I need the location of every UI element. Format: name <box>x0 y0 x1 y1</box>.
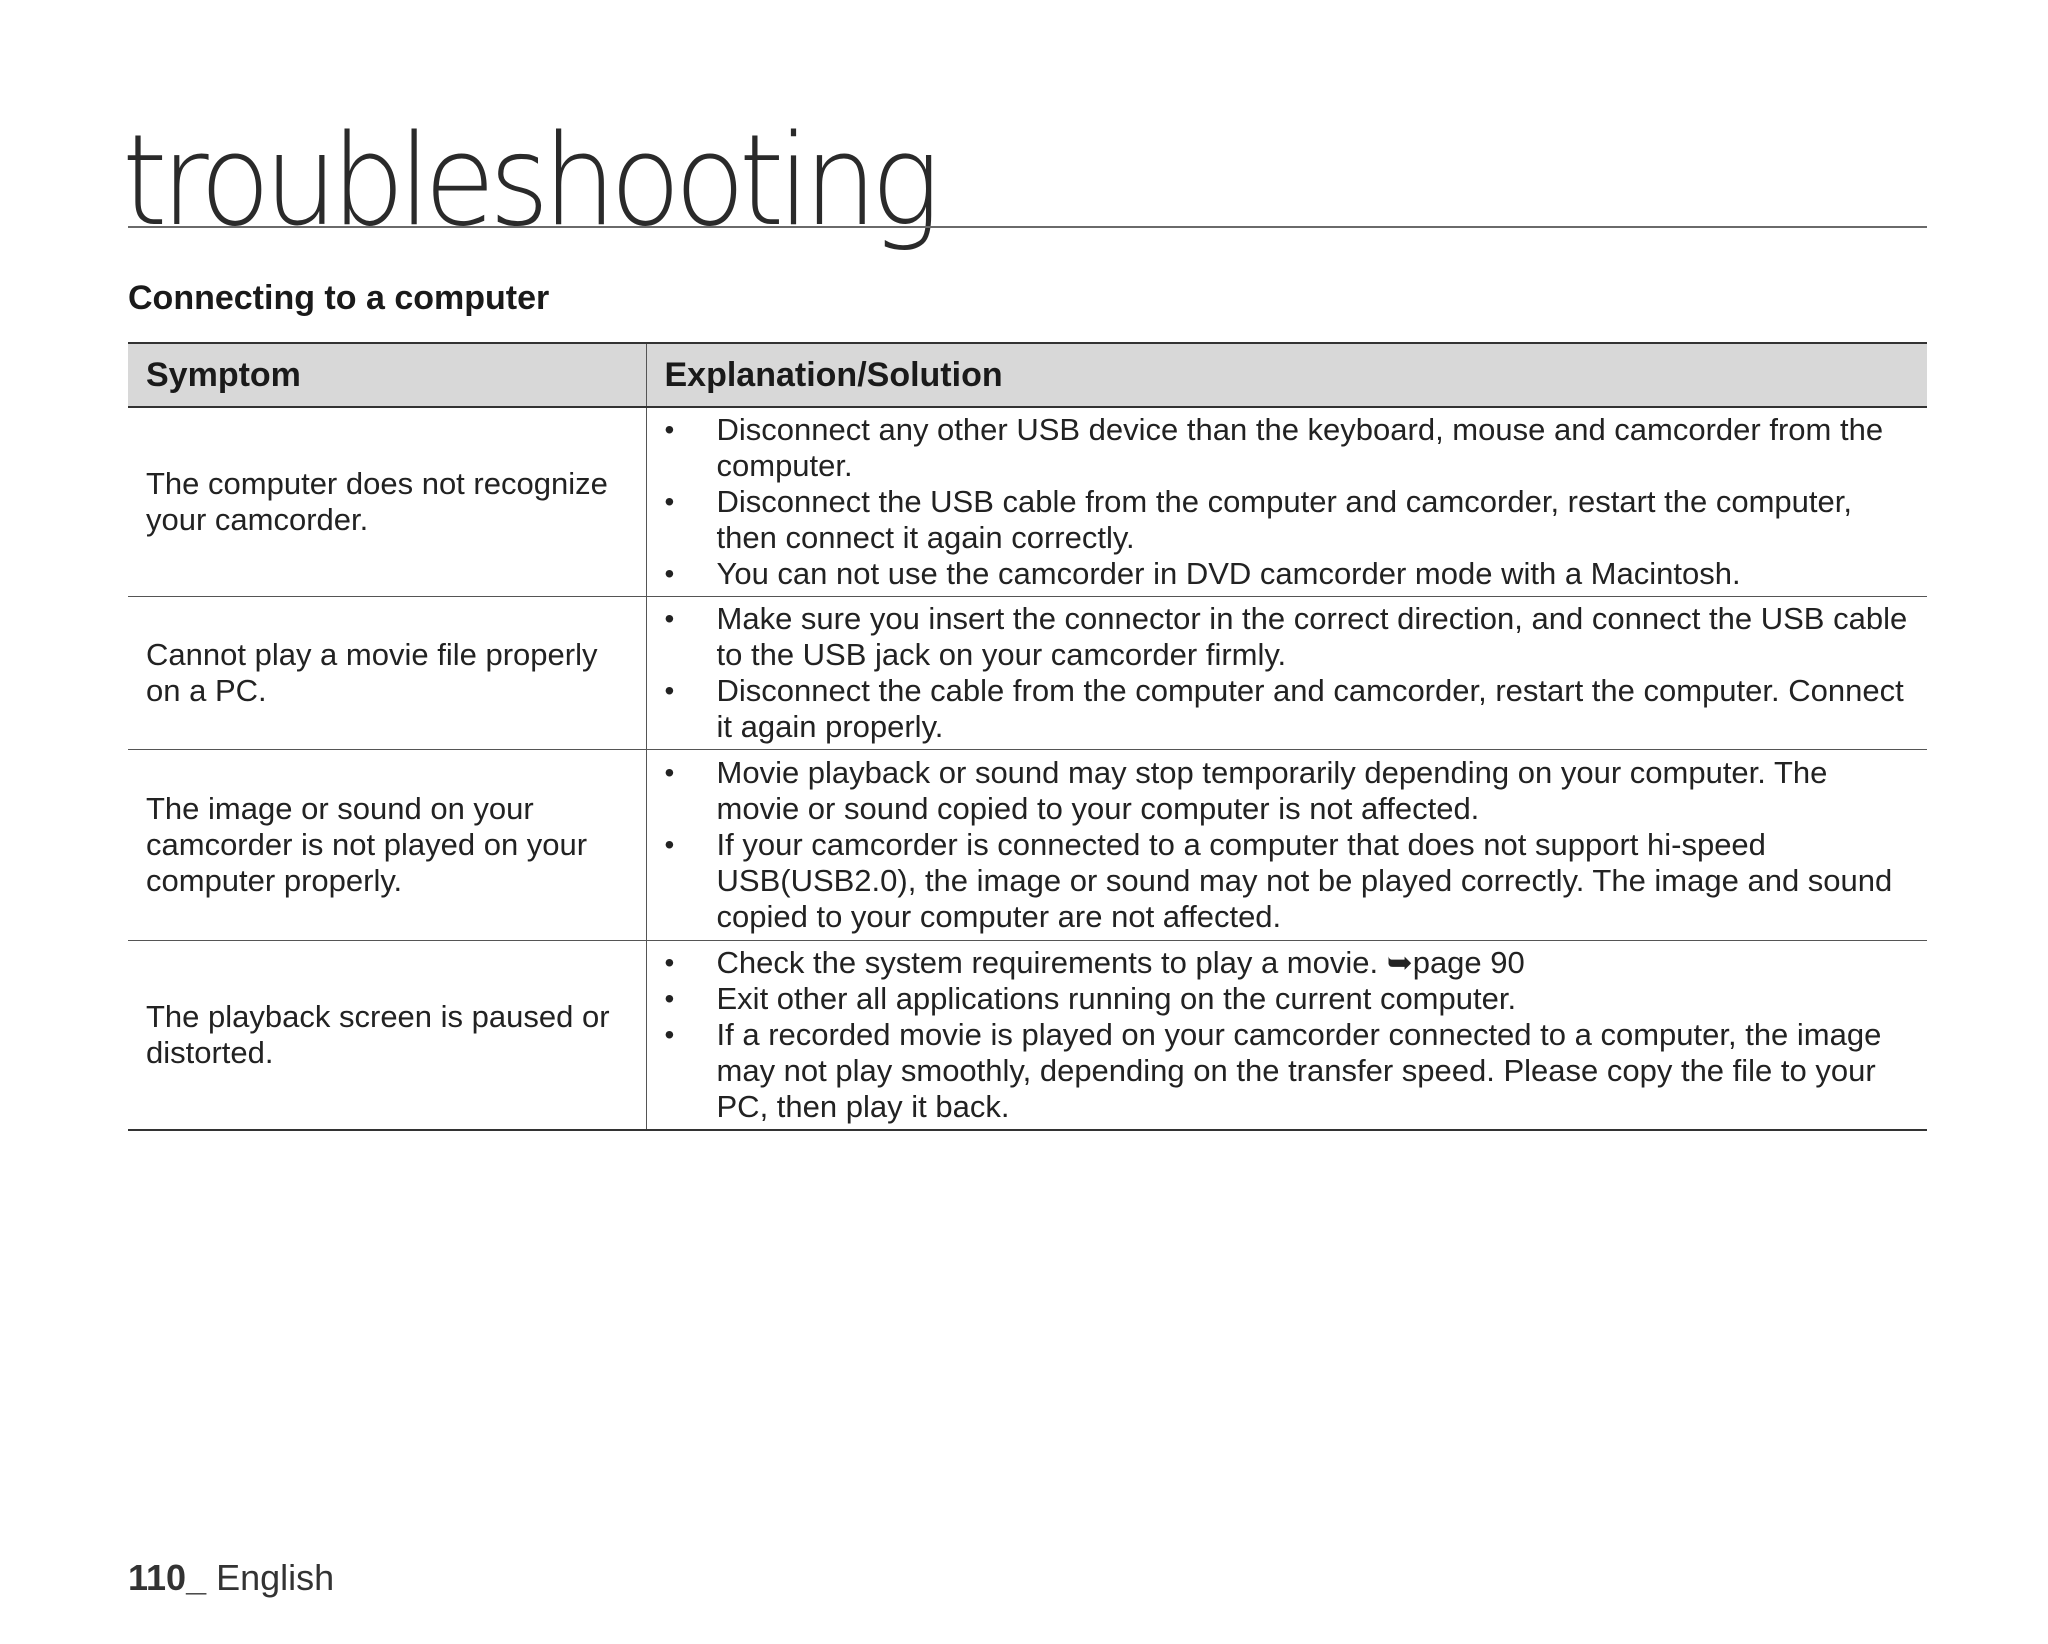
solution-item <box>665 673 1910 745</box>
solution-cell <box>646 941 1927 1131</box>
solution-text: If your camcorder is connected to a computer that does not support hi-speed USB(USB2.0), the image or sound may not be played correctly. The image and sound copied to your computer are not affected. <box>716 827 1893 934</box>
page-language: English <box>216 1557 335 1598</box>
bullet-icon: • <box>664 1019 675 1050</box>
solution-text: You can not use the camcorder in DVD camcorder mode with a Macintosh. <box>716 556 1741 591</box>
solution-item <box>665 601 1910 673</box>
solution-text: Disconnect the cable from the computer and camcorder, restart the computer. Connect it again properly. <box>716 673 1904 744</box>
table-header-row <box>128 343 1927 407</box>
bullet-icon: • <box>664 757 675 788</box>
solution-cell <box>646 407 1927 597</box>
bullet-icon: • <box>664 486 675 517</box>
column-header-symptom: Symptom <box>128 343 646 407</box>
section-heading: Connecting to a computer <box>128 279 550 317</box>
solution-item <box>665 484 1910 556</box>
solution-item <box>665 412 1910 484</box>
bullet-icon: • <box>664 829 675 860</box>
bullet-icon: • <box>664 983 675 1014</box>
solution-item <box>665 1017 1910 1125</box>
solution-list <box>665 945 1910 1125</box>
column-header-solution: Explanation/Solution <box>646 343 1927 407</box>
solution-cell <box>646 750 1927 941</box>
solution-cell <box>646 597 1927 750</box>
page-title: troubleshooting <box>122 107 934 254</box>
solution-item <box>665 556 1910 592</box>
table-row <box>128 941 1927 1131</box>
solution-item <box>665 755 1910 827</box>
symptom-cell: The playback screen is paused or distorted. <box>128 941 646 1131</box>
bullet-icon: • <box>664 947 675 978</box>
solution-list <box>665 755 1910 935</box>
solution-item <box>665 827 1910 935</box>
solution-list <box>665 601 1910 745</box>
page-number: 110_ <box>128 1557 207 1598</box>
bullet-icon: • <box>664 675 675 706</box>
bullet-icon: • <box>664 603 675 634</box>
solution-item <box>665 945 1910 981</box>
table-row <box>128 750 1927 941</box>
table-row <box>128 597 1927 750</box>
symptom-cell: The image or sound on your camcorder is not played on your computer properly. <box>128 750 646 941</box>
title-divider <box>128 226 1927 228</box>
bullet-icon: • <box>664 558 675 589</box>
solution-text: Movie playback or sound may stop temporarily depending on your computer. The movie or sound copied to your computer is not affected. <box>716 755 1828 826</box>
table-row <box>128 407 1927 597</box>
bullet-icon: • <box>664 414 675 445</box>
solution-text: Disconnect any other USB device than the keyboard, mouse and camcorder from the computer. <box>716 412 1884 483</box>
troubleshooting-table <box>128 342 1927 1131</box>
symptom-cell: The computer does not recognize your camcorder. <box>128 407 646 597</box>
solution-text: Exit other all applications running on the current computer. <box>716 981 1517 1016</box>
solution-text: Make sure you insert the connector in the correct direction, and connect the USB cable to the USB jack on your camcorder firmly. <box>716 601 1908 672</box>
symptom-cell: Cannot play a movie file properly on a PC. <box>128 597 646 750</box>
solution-item <box>665 981 1910 1017</box>
solution-text: Disconnect the USB cable from the computer and camcorder, restart the computer, then connect it again correctly. <box>716 484 1852 555</box>
solution-list <box>665 412 1910 592</box>
solution-text: Check the system requirements to play a movie. ➥page 90 <box>716 945 1525 980</box>
page-footer <box>128 1558 334 1598</box>
solution-text: If a recorded movie is played on your camcorder connected to a computer, the image may not play smoothly, depending on the transfer speed. Please copy the file to your PC, then play it back. <box>716 1017 1882 1124</box>
